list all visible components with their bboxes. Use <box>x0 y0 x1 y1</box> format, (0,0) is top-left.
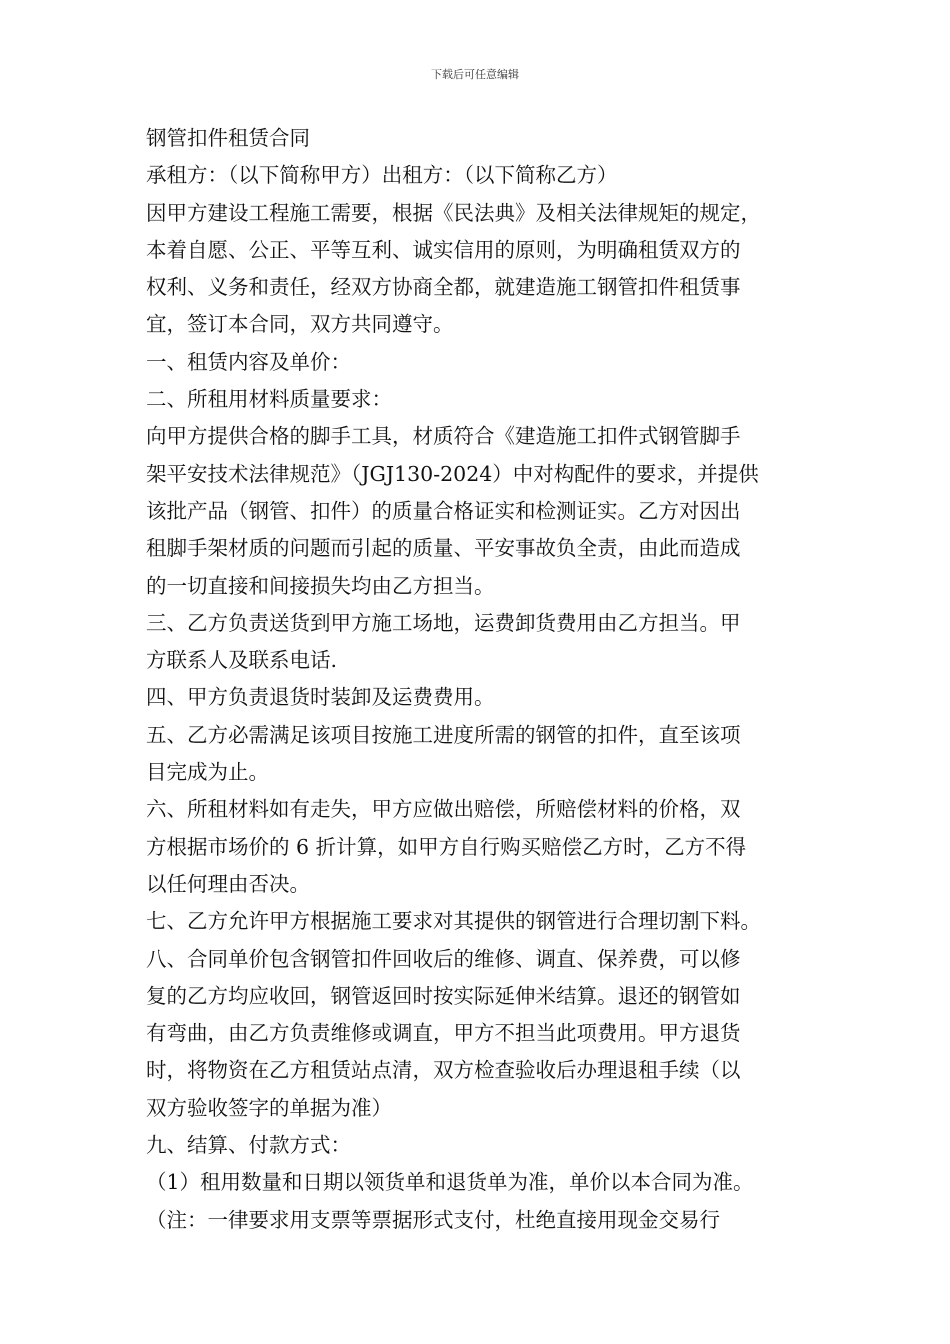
doc-line: 权利、义务和责任，经双方协商全都，就建造施工钢管扣件租赁事 <box>146 275 741 300</box>
section-9: 九、结算、付款方式： <box>146 1133 351 1158</box>
section-6: 六、所租材料如有走失，甲方应做出赔偿，所赔偿材料的价格，双 <box>146 797 741 822</box>
doc-line: 向甲方提供合格的脚手工具，材质符合《建造施工扣件式钢管脚手 <box>146 424 741 449</box>
section-3: 三、乙方负责送货到甲方施工场地，运费卸货费用由乙方担当。甲 <box>146 610 741 635</box>
doc-line: （注：一律要求用支票等票据形式支付，杜绝直接用现金交易行 <box>146 1207 720 1232</box>
doc-line: 方联系人及联系电话. <box>146 648 338 673</box>
doc-line: 因甲方建设工程施工需要，根据《民法典》及相关法律规矩的规定， <box>146 200 761 225</box>
doc-line: 复的乙方均应收回，钢管返回时按实际延伸米结算。退还的钢管如 <box>146 983 741 1008</box>
doc-line: 双方验收签字的单据为准） <box>146 1095 392 1120</box>
doc-line: 架平安技术法律规范》（JGJ130-2024）中对构配件的要求，并提供 <box>146 461 759 486</box>
page-header-note: 下载后可任意编辑 <box>431 68 519 81</box>
section-heading-2: 二、所租用材料质量要求： <box>146 387 392 412</box>
doc-line: 承租方：（以下简称甲方）出租方：（以下简称乙方） <box>146 163 618 188</box>
doc-line: 目完成为止。 <box>146 760 269 785</box>
section-heading-1: 一、租赁内容及单价： <box>146 349 351 374</box>
doc-line: （1）租用数量和日期以领货单和退货单为准，单价以本合同为准。 <box>146 1170 754 1195</box>
doc-line: 宜，签订本合同，双方共同遵守。 <box>146 312 454 337</box>
section-5: 五、乙方必需满足该项目按施工进度所需的钢管的扣件，直至该项 <box>146 722 741 747</box>
section-8: 八、合同单价包含钢管扣件回收后的维修、调直、保养费，可以修 <box>146 946 741 971</box>
doc-line: 该批产品（钢管、扣件）的质量合格证实和检测证实。乙方对因出 <box>146 498 741 523</box>
doc-line: 方根据市场价的 6 折计算，如甲方自行购买赔偿乙方时，乙方不得 <box>146 834 747 859</box>
section-7: 七、乙方允许甲方根据施工要求对其提供的钢管进行合理切割下料。 <box>146 909 761 934</box>
doc-line: 的一切直接和间接损失均由乙方担当。 <box>146 573 495 598</box>
doc-line: 租脚手架材质的问题而引起的质量、平安事故负全责，由此而造成 <box>146 536 741 561</box>
doc-line: 本着自愿、公正、平等互利、诚实信用的原则，为明确租赁双方的 <box>146 237 741 262</box>
doc-title: 钢管扣件租赁合同 <box>146 126 310 150</box>
doc-line: 时，将物资在乙方租赁站点清，双方检查验收后办理退租手续（以 <box>146 1058 741 1083</box>
section-4: 四、甲方负责退货时装卸及运费费用。 <box>146 685 495 710</box>
doc-line: 以任何理由否决。 <box>146 871 310 896</box>
document-body <box>146 120 814 1239</box>
doc-line: 有弯曲，由乙方负责维修或调直，甲方不担当此项费用。甲方退货 <box>146 1021 741 1046</box>
